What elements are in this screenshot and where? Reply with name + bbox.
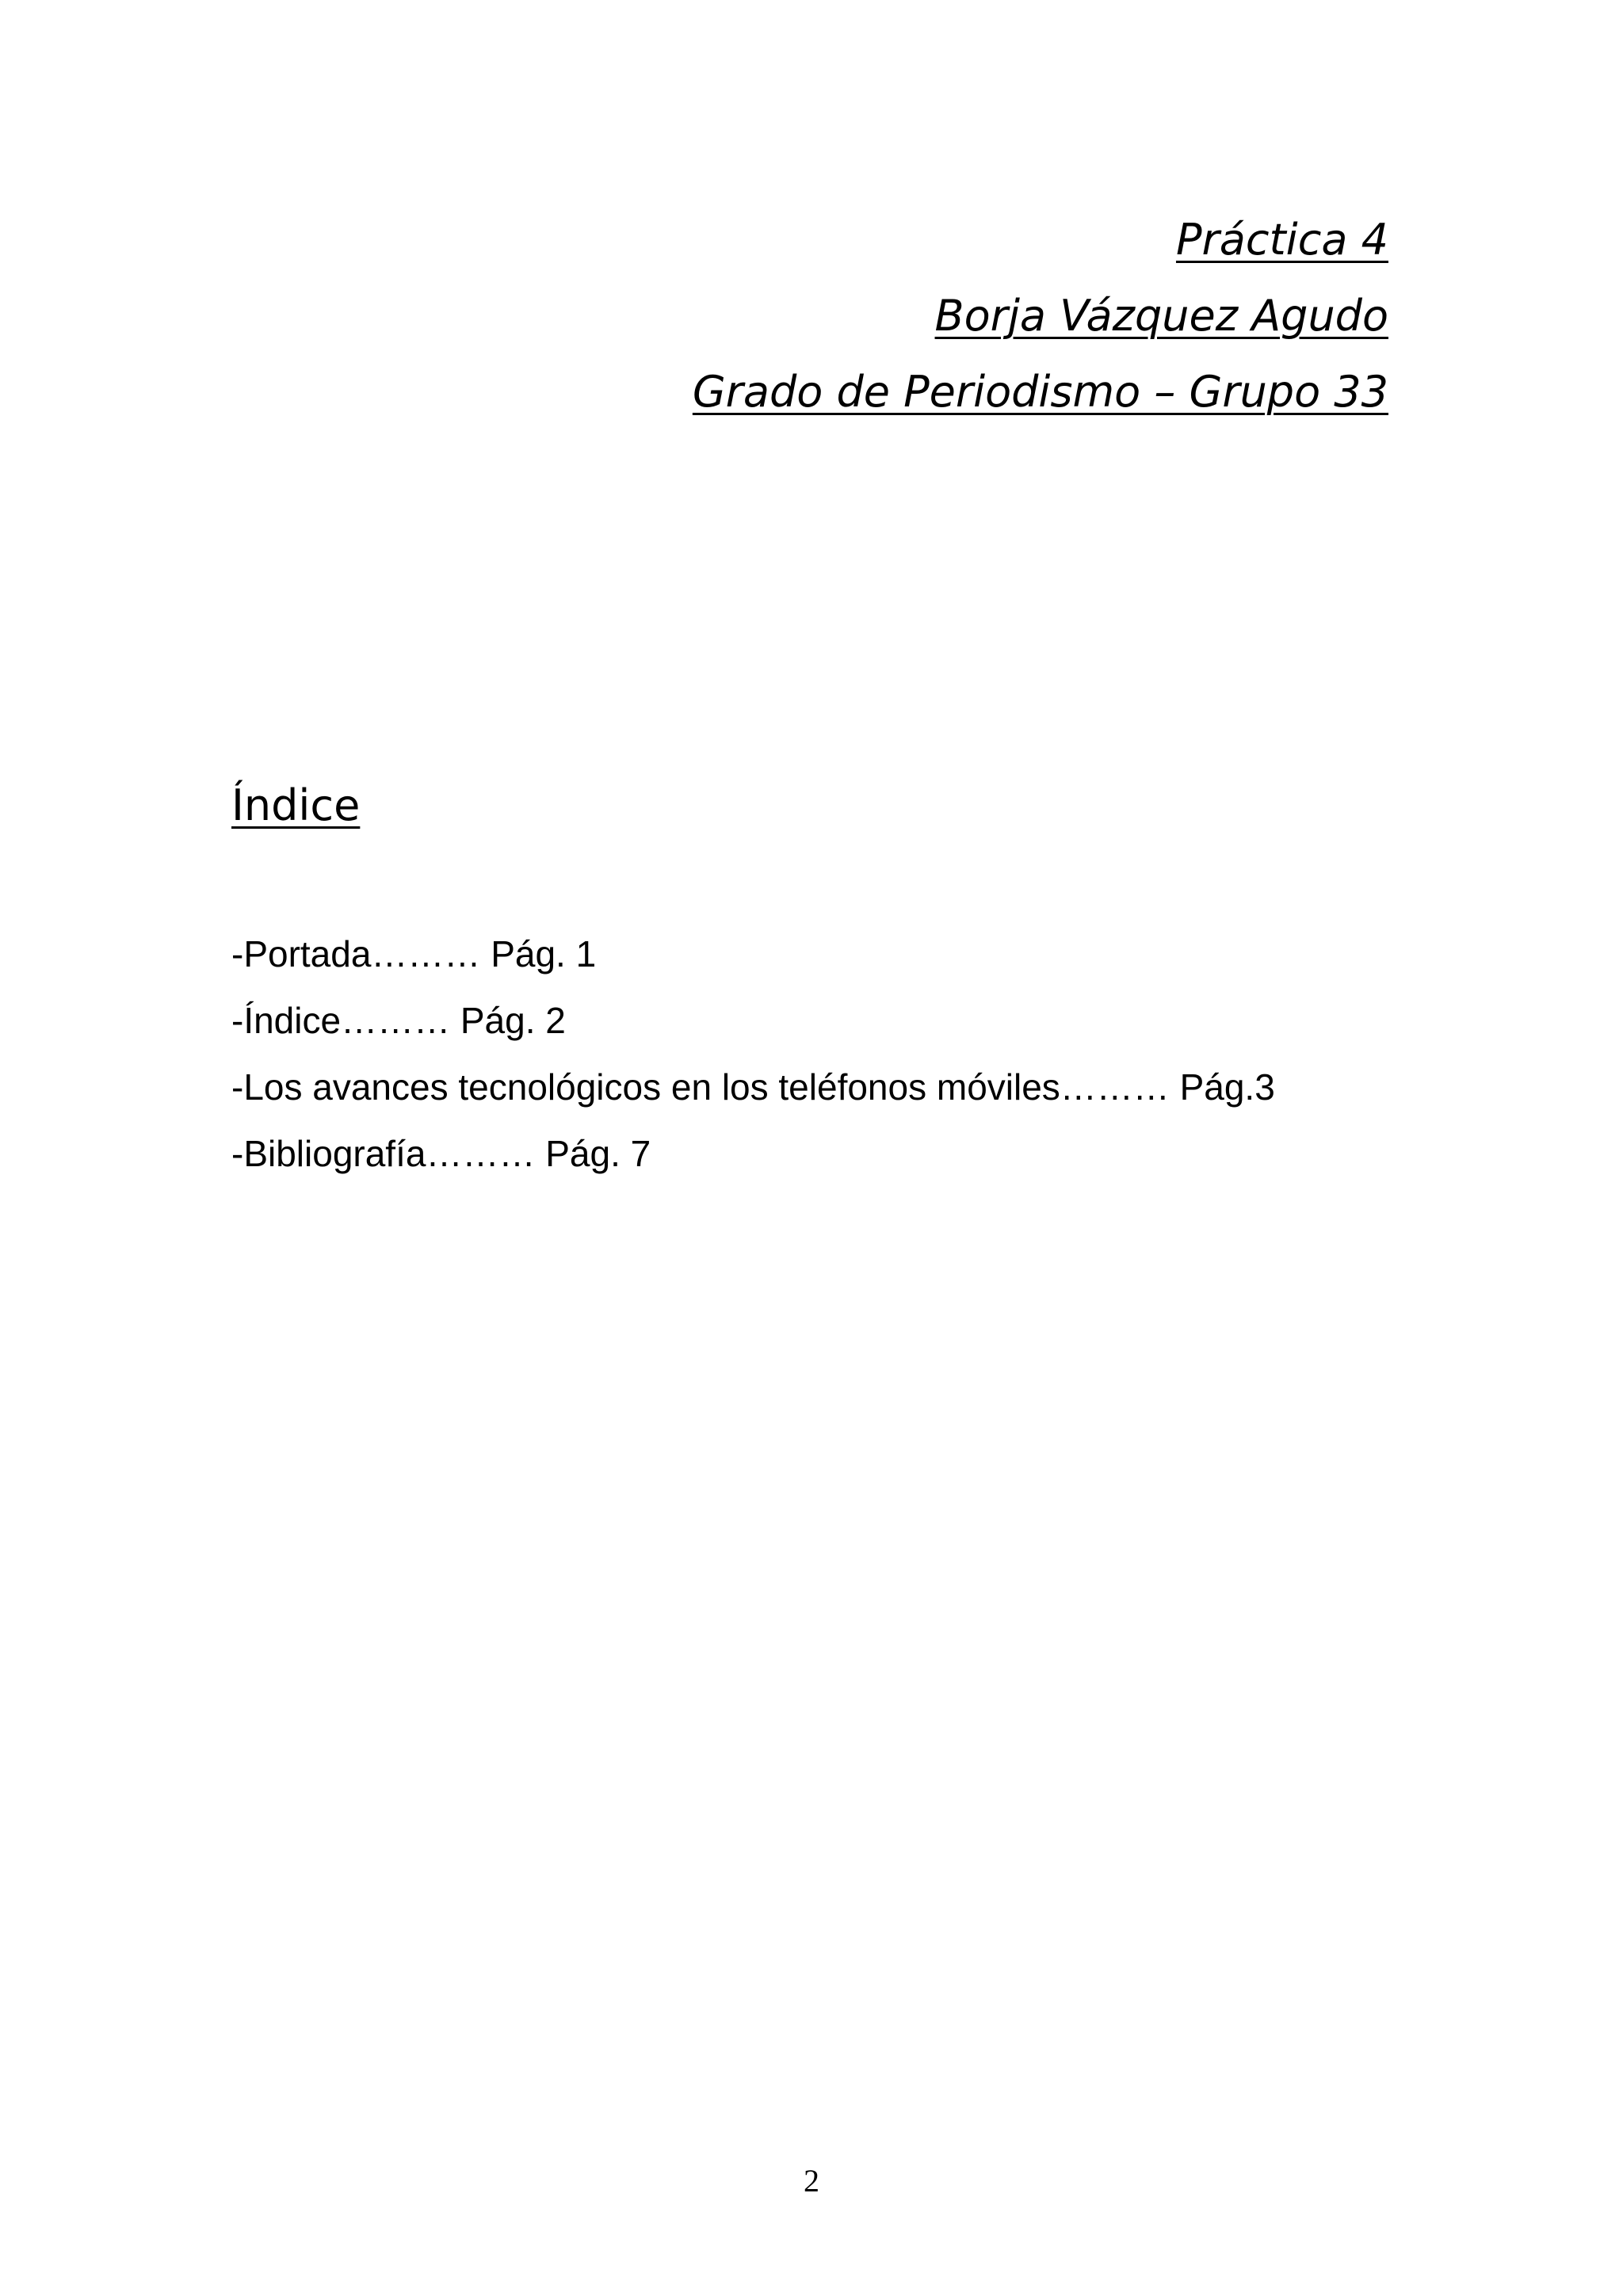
toc-entry-indice: -Índice……… Pág. 2 bbox=[231, 1000, 566, 1041]
course-group: Grado de Periodismo – Grupo 33 bbox=[692, 367, 1388, 417]
index-heading: Índice bbox=[231, 780, 361, 830]
author-name: Borja Vázquez Agudo bbox=[934, 291, 1388, 341]
page-number: 2 bbox=[804, 2163, 819, 2199]
toc-entry-portada: -Portada……… Pág. 1 bbox=[231, 933, 597, 974]
toc-entry-bibliografia: -Bibliografía……… Pág. 7 bbox=[231, 1133, 651, 1174]
header-block bbox=[693, 202, 1388, 430]
practice-title: Práctica 4 bbox=[1175, 215, 1388, 265]
table-of-contents bbox=[231, 921, 1275, 1187]
toc-entry-avances: -Los avances tecnológicos en los teléfonos móviles……… Pág.3 bbox=[231, 1066, 1275, 1108]
